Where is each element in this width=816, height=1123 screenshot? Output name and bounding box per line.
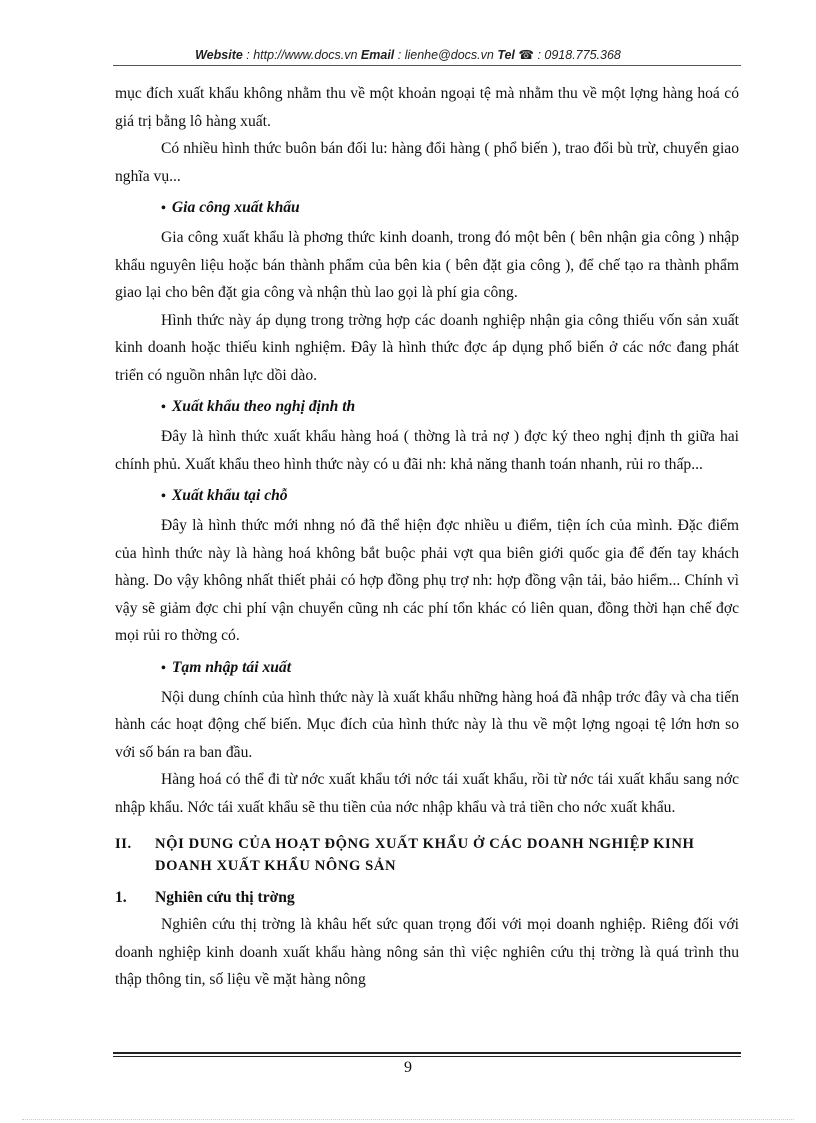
- subsection-number: 1.: [115, 889, 127, 906]
- website-label: Website: [195, 48, 243, 62]
- bullet-icon: •: [161, 400, 166, 415]
- tel-label: Tel: [497, 48, 515, 62]
- bullet-heading: [115, 655, 739, 682]
- page-content: [115, 80, 739, 994]
- bullet-heading: [115, 394, 739, 421]
- tel-value: : 0918.775.368: [533, 48, 621, 62]
- paragraph: Đây là hình thức xuất khẩu hàng hoá ( thờng là trả nợ ) đợc ký theo nghị định th giữa hai chính phủ. Xuất khẩu theo hình thức này có u đãi nh: khả năng thanh toán nhanh, rủi ro thấp...: [115, 428, 739, 473]
- subsection-heading: [115, 885, 739, 911]
- bullet-heading-text: Gia công xuất khẩu: [171, 199, 300, 216]
- footer-rule: [113, 1052, 741, 1054]
- paragraph: Hàng hoá có thể đi từ nớc xuất khẩu tới nớc tái xuất khẩu, rồi từ nớc tái xuất khẩu sang nớc nhập khẩu. Nớc tái xuất khẩu sẽ thu tiền của nớc nhập khẩu và trả tiền cho nớc xuất khẩu.: [115, 771, 739, 816]
- page-header: [0, 47, 816, 62]
- bullet-icon: •: [161, 201, 166, 216]
- section-heading: [115, 833, 739, 877]
- bullet-heading-text: Xuất khẩu theo nghị định th: [171, 398, 356, 415]
- bullet-heading: [115, 195, 739, 222]
- bullet-icon: •: [161, 660, 166, 676]
- paragraph: Nội dung chính của hình thức này là xuất khẩu những hàng hoá đã nhập trớc đây và cha tiến hành các hoạt động chế biến. Mục đích của hình thức này là thu về một lợng ngoại tệ lớn hơn so với số bán ra ban đầu.: [115, 688, 739, 761]
- page-number: 9: [404, 1059, 412, 1076]
- phone-icon: ☎: [518, 48, 534, 62]
- website-value: : http://www.docs.vn: [242, 48, 361, 62]
- paragraph: Hình thức này áp dụng trong trờng hợp các doanh nghiệp nhận gia công thiếu vốn sản xuất kinh doanh hoặc thiếu kinh nghiệm. Đây là hình thức đợc áp dụng phổ biến ở các nớc đang phát triển có nguồn nhân lực dồi dào.: [115, 311, 739, 384]
- paragraph: Nghiên cứu thị trờng là khâu hết sức quan trọng đối với mọi doanh nghiệp. Riêng đối với doanh nghiệp kinh doanh xuất khẩu hàng nông sản thì việc nghiên cứu thị trờng là quá trình thu thập thông tin, số liệu về mặt hàng nông: [115, 916, 739, 988]
- paragraph: Đây là hình thức mới nhng nó đã thể hiện đợc nhiều u điểm, tiện ích của mình. Đặc điểm của hình thức này là hàng hoá không bắt buộc phải vợt qua biên giới quốc gia để đến tay khách hàng. Do vậy không nhất thiết phải có hợp đồng phụ trợ nh: hợp đồng vận tải, bảo hiểm... Chính vì vậy sẽ giảm đợc chi phí vận chuyển cũng nh các phí tổn khác có liên quan, đồng thời hạn chế đợc mọi rủi ro thờng có.: [115, 517, 739, 644]
- footer-rule: [113, 1056, 741, 1057]
- section-number: II.: [115, 836, 132, 852]
- section-title: NỘI DUNG CỦA HOẠT ĐỘNG XUẤT KHẨU Ở CÁC DOANH NGHIỆP KINH DOANH XUẤT KHẨU NÔNG SẢN: [155, 836, 695, 874]
- bullet-heading: [115, 483, 739, 510]
- bullet-heading-text: Tạm nhập tái xuất: [171, 658, 292, 676]
- email-value: : lienhe@docs.vn: [394, 48, 498, 62]
- subsection-title: Nghiên cứu thị trờng: [155, 889, 295, 906]
- page-edge-divider: [22, 1119, 794, 1120]
- paragraph: mục đích xuất khẩu không nhằm thu về một khoản ngoại tệ mà nhằm thu về một lợng hàng hoá có giá trị bằng lô hàng xuất.: [115, 85, 739, 130]
- email-label: Email: [360, 48, 395, 62]
- header-rule: [113, 65, 741, 66]
- paragraph: Gia công xuất khẩu là phơng thức kinh doanh, trong đó một bên ( bên nhận gia công ) nhập khẩu nguyên liệu hoặc bán thành phẩm của bên kia ( bên đặt gia công ), để chế tạo ra thành phẩm giao lại cho bên đặt gia công và nhận thù lao gọi là phí gia công.: [115, 229, 739, 301]
- bullet-heading-text: Xuất khẩu tại chỗ: [171, 487, 288, 504]
- paragraph: Có nhiều hình thức buôn bán đối lu: hàng đổi hàng ( phổ biến ), trao đổi bù trừ, chuyển giao nghĩa vụ...: [115, 140, 739, 185]
- bullet-icon: •: [161, 489, 166, 504]
